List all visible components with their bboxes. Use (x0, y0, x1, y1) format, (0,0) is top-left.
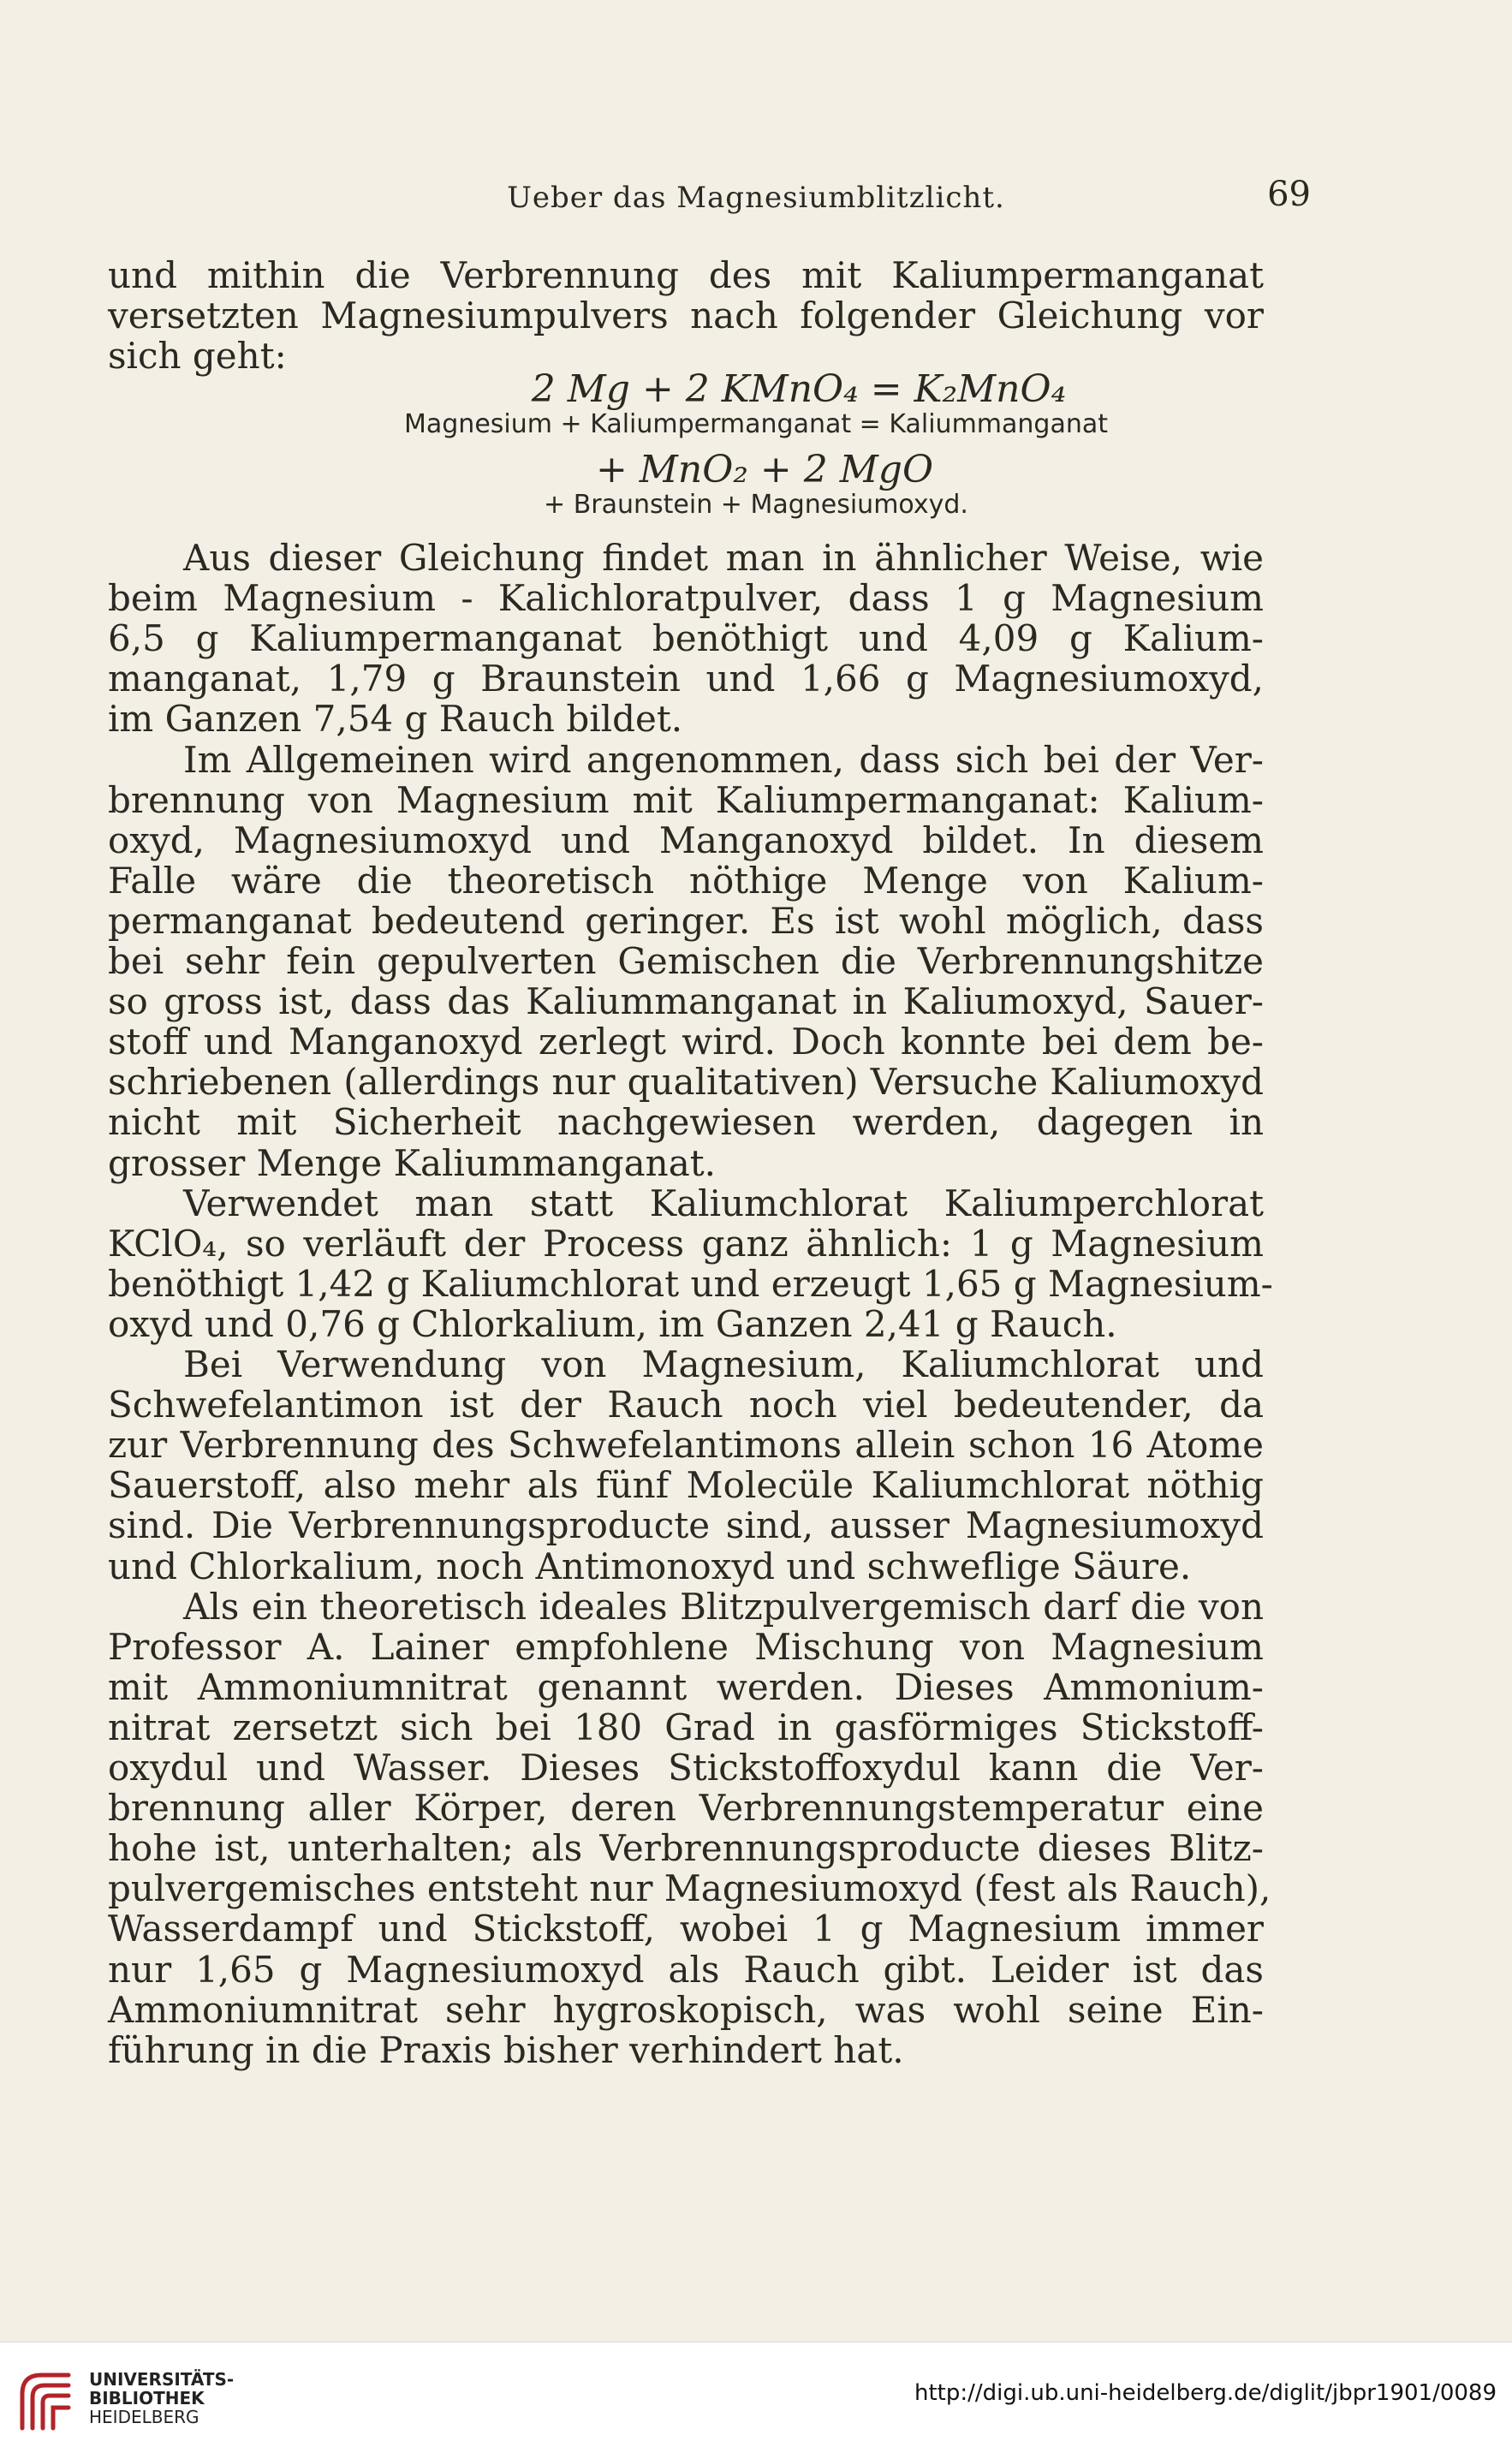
text-line: Sauerstoff, also mehr als fünf Molecüle Kaliumchlorat nöthig (108, 1464, 1264, 1507)
text-line: beim Magnesium - Kalichloratpulver, dass 1 g Magnesium (108, 577, 1264, 620)
library-logo-icon (15, 2368, 80, 2433)
text-line: bei sehr fein gepulverten Gemischen die Verbrennungshitze (108, 940, 1264, 982)
text-line: brennung von Magnesium mit Kaliumpermanganat: Kalium- (108, 778, 1264, 821)
equation-row-1: 2 Mg + 2 KMnO₄ = K₂MnO₄ (531, 367, 1067, 411)
text-line: oxyd und 0,76 g Chlorkalium, im Ganzen 2,41 g Rauch. (108, 1302, 1117, 1345)
text-line: Ammoniumnitrat sehr hygroskopisch, was wohl seine Ein- (108, 1988, 1264, 2031)
text-line: nitrat zersetzt sich bei 180 Grad in gasförmiges Stickstoff- (108, 1706, 1264, 1748)
text-line: sich geht: (108, 335, 287, 377)
footer-bar (0, 2342, 1512, 2453)
text-line: Im Allgemeinen wird angenommen, dass sich bei der Ver- (183, 738, 1264, 781)
text-line: mit Ammoniumnitrat genannt werden. Dieses Ammonium- (108, 1665, 1264, 1708)
text-line: stoff und Manganoxyd zerlegt wird. Doch konnte bei dem be- (108, 1021, 1264, 1063)
text-line: Aus dieser Gleichung findet man in ähnlicher Weise, wie (183, 537, 1264, 579)
source-url-link[interactable]: http://digi.ub.uni-heidelberg.de/diglit/jbpr1901/0089 (914, 2380, 1497, 2406)
text-line: hohe ist, unterhalten; als Verbrennungsproducte dieses Blitz- (108, 1827, 1264, 1870)
page-number: 69 (1267, 175, 1311, 214)
text-line: brennung aller Körper, deren Verbrennungstemperatur eine (108, 1787, 1264, 1830)
text-line: permanganat bedeutend geringer. Es ist wohl möglich, dass (108, 899, 1264, 942)
text-line: benöthigt 1,42 g Kaliumchlorat und erzeugt 1,65 g Magnesium- (108, 1262, 1273, 1305)
library-name: UNIVERSITÄTS- BIBLIOTHEK HEIDELBERG (89, 2369, 235, 2427)
text-line: pulvergemisches entsteht nur Magnesiumoxyd (fest als Rauch), (108, 1867, 1271, 1910)
text-line: so gross ist, dass das Kaliummanganat in Kaliumoxyd, Sauer- (108, 980, 1264, 1023)
text-line: Verwendet man statt Kaliumchlorat Kaliumperchlorat (183, 1182, 1264, 1224)
text-line: sind. Die Verbrennungsproducte sind, ausser Magnesiumoxyd (108, 1504, 1264, 1547)
running-header: Ueber das Magnesiumblitzlicht. (507, 181, 1005, 215)
text-line: versetzten Magnesiumpulvers nach folgender Gleichung vor (108, 295, 1264, 336)
text-line: nicht mit Sicherheit nachgewiesen werden, dagegen in (108, 1101, 1264, 1144)
text-line: grosser Menge Kaliummanganat. (108, 1141, 716, 1184)
text-line: und Chlorkalium, noch Antimonoxyd und schweflige Säure. (108, 1545, 1192, 1587)
text-line: Als ein theoretisch ideales Blitzpulvergemisch darf die von (183, 1585, 1264, 1628)
equation-row-2: + MnO₂ + 2 MgO (595, 448, 934, 491)
text-line: nur 1,65 g Magnesiumoxyd als Rauch gibt. Leider ist das (108, 1948, 1264, 1991)
text-line: und mithin die Verbrennung des mit Kaliumpermanganat (108, 254, 1264, 296)
text-line: Professor A. Lainer empfohlene Mischung von Magnesium (108, 1625, 1264, 1668)
text-line: oxyd, Magnesiumoxyd und Manganoxyd bildet. In diesem (108, 819, 1264, 861)
text-line: Wasserdampf und Stickstoff, wobei 1 g Magnesium immer (108, 1908, 1264, 1950)
text-line: im Ganzen 7,54 g Rauch bildet. (108, 698, 683, 741)
text-line: schriebenen (allerdings nur qualitativen) Versuche Kaliumoxyd (108, 1061, 1264, 1104)
equation-label-2: + Braunstein + Magnesiumoxyd. (544, 490, 968, 520)
equation-label-1: Magnesium + Kaliumpermanganat = Kaliummanganat (404, 409, 1108, 439)
chemical-equation (0, 368, 1512, 521)
text-line: Bei Verwendung von Magnesium, Kaliumchlorat und (183, 1343, 1264, 1385)
text-line: Schwefelantimon ist der Rauch noch viel bedeutender, da (108, 1384, 1264, 1426)
text-line: zur Verbrennung des Schwefelantimons allein schon 16 Atome (108, 1424, 1264, 1467)
text-line: Falle wäre die theoretisch nöthige Menge von Kalium- (108, 859, 1264, 902)
text-line: oxydul und Wasser. Dieses Stickstoffoxydul kann die Ver- (108, 1747, 1264, 1789)
text-line: KClO₄, so verläuft der Process ganz ähnlich: 1 g Magnesium (108, 1222, 1264, 1265)
text-line: führung in die Praxis bisher verhindert hat. (108, 2028, 904, 2071)
text-line: 6,5 g Kaliumpermanganat benöthigt und 4,09 g Kalium- (108, 617, 1264, 660)
text-line: manganat, 1,79 g Braunstein und 1,66 g Magnesiumoxyd, (108, 658, 1264, 700)
